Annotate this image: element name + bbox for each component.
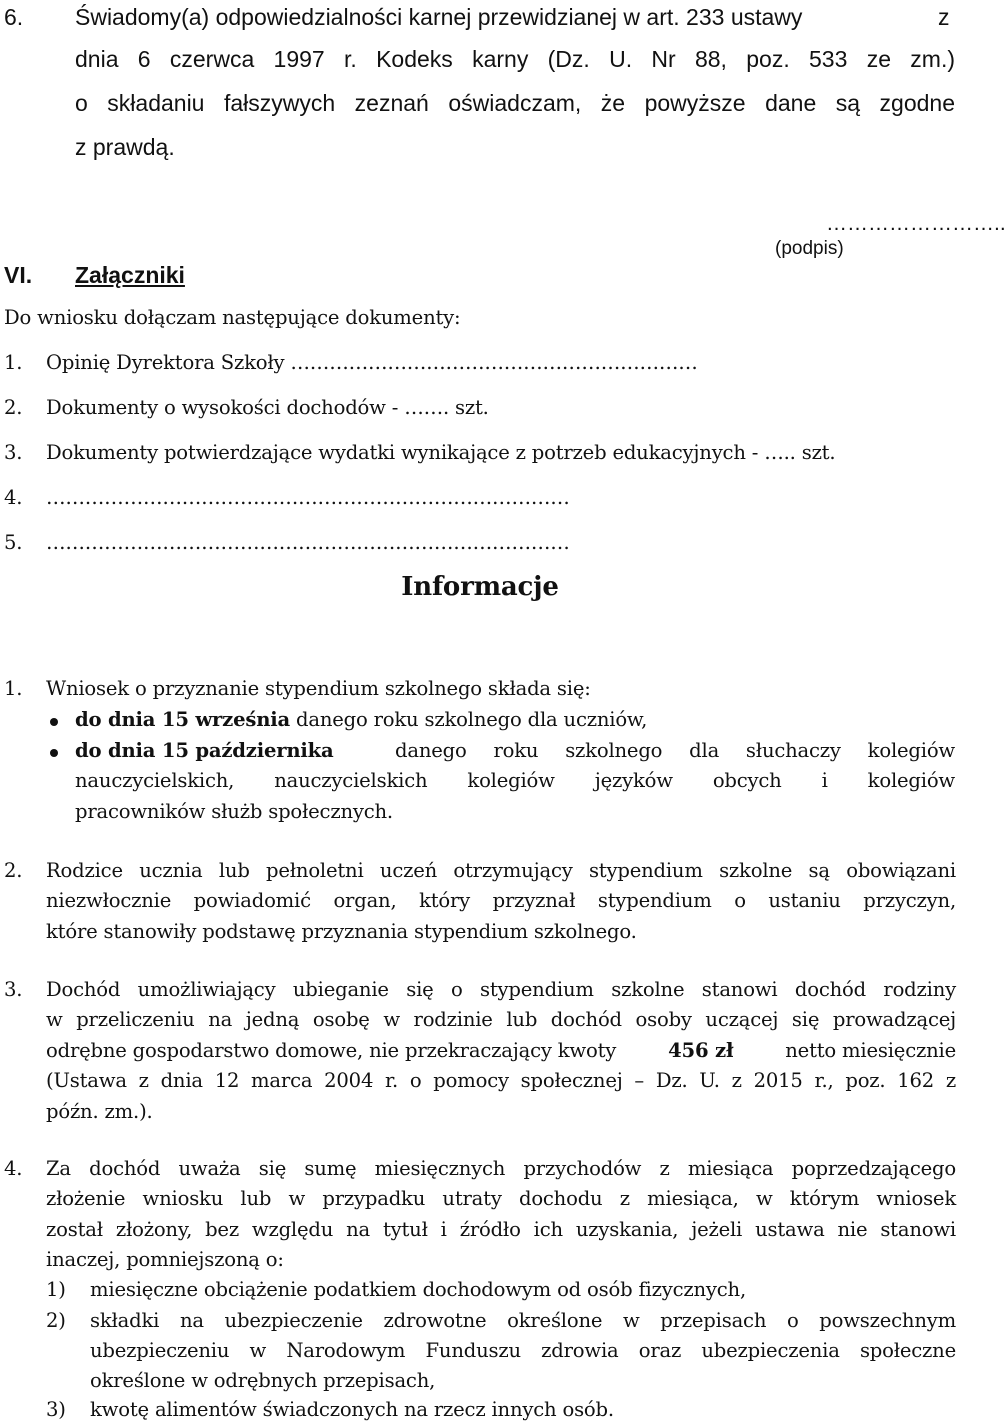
attachment-num-2: 2.: [4, 396, 23, 419]
info-p3-line-5: późn. zm.).: [46, 1100, 153, 1123]
attachment-num-5: 5.: [4, 531, 23, 554]
info-p4-line-3: został złożony, bez względu na tytuł i źródło ich uzyskania, jeżeli ustawa nie stanowi: [46, 1218, 956, 1241]
declaration-line-1-end: z: [938, 4, 950, 30]
info-bullet-2-line-3: pracowników służb społecznych.: [75, 800, 393, 823]
info-p2-line-1: Rodzice ucznia lub pełnoletni uczeń otrzymujący stypendium szkolne są obowiązani: [46, 859, 956, 882]
info-p3-line-2: w przeliczeniu na jedną osobę w rodzinie lub dochód osoby uczącej się prowadzącej: [46, 1008, 956, 1031]
info-p2-line-2: niezwłocznie powiadomić organ, który przyznał stypendium o ustaniu przyczyn,: [46, 889, 956, 912]
info-p4-line-2: złożenie wniosku lub w przypadku utraty dochodu z miesiąca, w którym wniosek: [46, 1187, 956, 1210]
declaration-line-3: o składaniu fałszywych zeznań oświadczam, że powyższe dane są zgodne: [75, 90, 955, 116]
info-p2-line-3: które stanowiły podstawę przyznania stypendium szkolnego.: [46, 920, 637, 943]
info-p4-line-1: Za dochód uważa się sumę miesięcznych przychodów z miesiąca poprzedzającego: [46, 1157, 956, 1180]
info-bullet-2: do dnia 15 października danego roku szkolnego dla słuchaczy kolegiów: [75, 739, 955, 762]
info-sub-2-line-2: ubezpieczeniu w Narodowym Funduszu zdrowia oraz ubezpieczenia społeczne: [90, 1339, 956, 1362]
info-title: Informacje: [401, 572, 559, 602]
info-sub-2-line-3: określone w odrębnych przepisach,: [90, 1369, 436, 1392]
info-sub-3-number: 3): [46, 1398, 66, 1421]
attachment-num-4: 4.: [4, 486, 23, 509]
info-sub-2-number: 2): [46, 1309, 66, 1332]
declaration-line-1: Świadomy(a) odpowiedzialności karnej przewidzianej w art. 233 ustawy: [75, 4, 803, 30]
info-p4-number: 4.: [4, 1157, 23, 1180]
info-p3-line-3: odrębne gospodarstwo domowe, nie przekraczający kwoty 456 zł netto miesięcznie: [46, 1039, 956, 1062]
section-title: Załączniki: [75, 262, 185, 288]
bullet-icon: [50, 718, 58, 726]
attachments-intro: Do wniosku dołączam następujące dokumenty:: [4, 306, 461, 329]
attachment-num-3: 3.: [4, 441, 23, 464]
attachment-num-1: 1.: [4, 351, 23, 374]
info-p3-line-4: (Ustawa z dnia 12 marca 2004 r. o pomocy społecznej – Dz. U. z 2015 r., poz. 162 z: [46, 1069, 956, 1092]
info-sub-1-text: miesięczne obciążenie podatkiem dochodowym od osób fizycznych,: [90, 1278, 746, 1301]
info-p3-number: 3.: [4, 978, 23, 1001]
declaration-line-2: dnia 6 czerwca 1997 r. Kodeks karny (Dz. U. Nr 88, poz. 533 ze zm.): [75, 46, 955, 72]
signature-label: (podpis): [775, 238, 844, 259]
bullet-icon: [50, 749, 58, 757]
section-number: VI.: [4, 262, 33, 288]
attachment-text-1: Opinię Dyrektora Szkoły ………………………………………………………: [46, 351, 698, 374]
info-p1-number: 1.: [4, 677, 23, 700]
info-sub-3-text: kwotę alimentów świadczonych na rzecz innych osób.: [90, 1398, 614, 1421]
signature-line: ……………………..: [826, 212, 1006, 235]
info-p1-text: Wniosek o przyznanie stypendium szkolnego składa się:: [46, 677, 591, 700]
attachment-text-2: Dokumenty o wysokości dochodów - ……. szt.: [46, 396, 489, 419]
declaration-line-4: z prawdą.: [75, 134, 175, 160]
info-sub-1-number: 1): [46, 1278, 66, 1301]
info-p4-line-4: inaczej, pomniejszoną o:: [46, 1248, 284, 1271]
attachment-text-3: Dokumenty potwierdzające wydatki wynikające z potrzeb edukacyjnych - ….. szt.: [46, 441, 836, 464]
info-sub-2-line-1: składki na ubezpieczenie zdrowotne określone w przepisach o powszechnym: [90, 1309, 956, 1332]
attachment-text-5: ………………………………………………………………………: [46, 531, 570, 554]
info-p2-number: 2.: [4, 859, 23, 882]
info-bullet-2-line-2: nauczycielskich, nauczycielskich kolegiów języków obcych i kolegiów: [75, 769, 955, 792]
declaration-number: 6.: [4, 4, 24, 30]
info-p3-line-1: Dochód umożliwiający ubieganie się o stypendium szkolne stanowi dochód rodziny: [46, 978, 956, 1001]
attachment-text-4: ………………………………………………………………………: [46, 486, 570, 509]
info-bullet-1: do dnia 15 września danego roku szkolnego dla uczniów,: [75, 708, 648, 731]
